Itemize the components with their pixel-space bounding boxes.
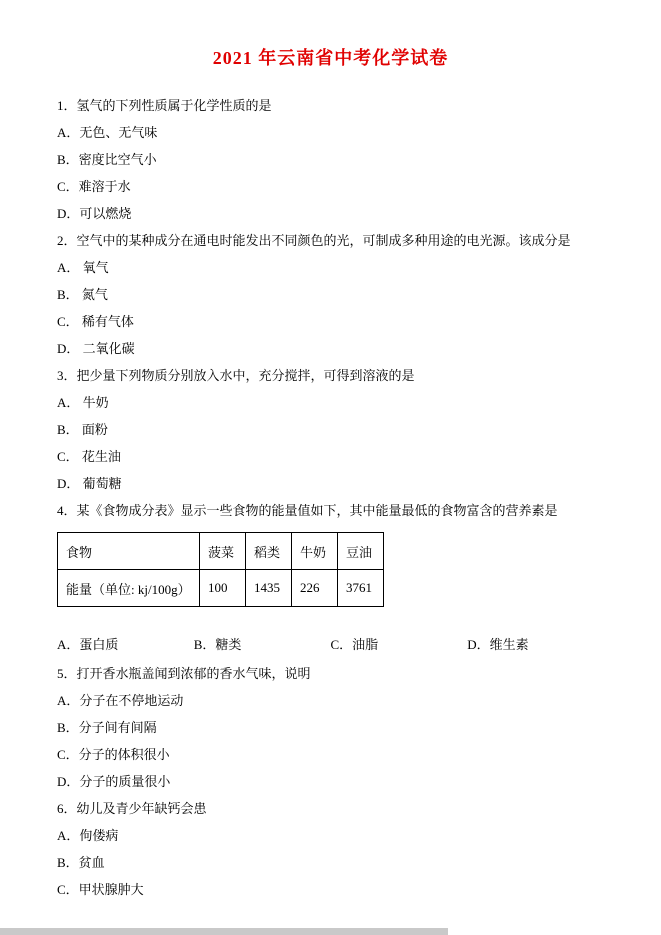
question-4-option-b: B．糖类 xyxy=(193,637,242,652)
question-6-option-b: B．贫血 xyxy=(57,855,105,870)
table-header-rice: 稻类 xyxy=(246,533,292,570)
question-6-text: 6．幼儿及青少年缺钙会患 xyxy=(57,801,207,816)
table-energy-label: 能量（单位: kj/100g） xyxy=(58,570,200,607)
question-5-option-c: C．分子的体积很小 xyxy=(57,747,170,762)
question-1-text: 1．氢气的下列性质属于化学性质的是 xyxy=(57,98,272,113)
question-3-option-a: A． 牛奶 xyxy=(57,395,109,410)
question-3 xyxy=(57,362,604,497)
question-1-option-a: A．无色、无气味 xyxy=(57,125,158,140)
question-2-option-a: A． 氧气 xyxy=(57,260,109,275)
question-3-option-b: B． 面粉 xyxy=(57,422,108,437)
question-4-option-c: C．油脂 xyxy=(330,637,379,652)
question-4-option-d: D．维生素 xyxy=(467,637,529,652)
question-5-option-d: D．分子的质量很小 xyxy=(57,774,171,789)
question-6 xyxy=(57,795,604,903)
question-2 xyxy=(57,227,604,362)
question-5 xyxy=(57,660,604,795)
table-energy-spinach: 100 xyxy=(200,570,246,607)
question-4 xyxy=(57,497,604,658)
question-5-option-a: A．分子在不停地运动 xyxy=(57,693,184,708)
table-header-row xyxy=(58,533,384,570)
question-6-option-a: A．佝偻病 xyxy=(57,828,119,843)
food-energy-table xyxy=(57,532,384,607)
question-3-option-c: C． 花生油 xyxy=(57,449,121,464)
page-title: 2021 年云南省中考化学试卷 xyxy=(212,48,449,68)
question-1-option-c: C．难溶于水 xyxy=(57,179,131,194)
table-value-row xyxy=(58,570,384,607)
question-3-text: 3．把少量下列物质分别放入水中，充分搅拌，可得到溶液的是 xyxy=(57,368,415,383)
question-2-option-d: D． 二氧化碳 xyxy=(57,341,135,356)
page-bottom-edge xyxy=(0,928,448,935)
table-header-milk: 牛奶 xyxy=(292,533,338,570)
question-1-option-b: B．密度比空气小 xyxy=(57,152,157,167)
question-1 xyxy=(57,92,604,227)
question-2-option-c: C． 稀有气体 xyxy=(57,314,134,329)
table-header-spinach: 菠菜 xyxy=(200,533,246,570)
question-2-text: 2．空气中的某种成分在通电时能发出不同颜色的光，可制成多种用途的电光源。该成分是 xyxy=(57,233,571,248)
table-header-soyoil: 豆油 xyxy=(338,533,384,570)
table-energy-soyoil: 3761 xyxy=(338,570,384,607)
table-energy-milk: 226 xyxy=(292,570,338,607)
question-4-options-row xyxy=(57,631,604,658)
question-4-text: 4．某《食物成分表》显示一些食物的能量值如下，其中能量最低的食物富含的营养素是 xyxy=(57,503,558,518)
question-1-option-d: D．可以燃烧 xyxy=(57,206,132,221)
table-energy-rice: 1435 xyxy=(246,570,292,607)
question-6-option-c: C．甲状腺肿大 xyxy=(57,882,144,897)
question-4-option-a: A．蛋白质 xyxy=(57,637,119,652)
table-header-food: 食物 xyxy=(58,533,200,570)
question-3-option-d: D． 葡萄糖 xyxy=(57,476,122,491)
question-5-option-b: B．分子间有间隔 xyxy=(57,720,157,735)
question-2-option-b: B． 氮气 xyxy=(57,287,108,302)
question-5-text: 5．打开香水瓶盖闻到浓郁的香水气味，说明 xyxy=(57,666,311,681)
